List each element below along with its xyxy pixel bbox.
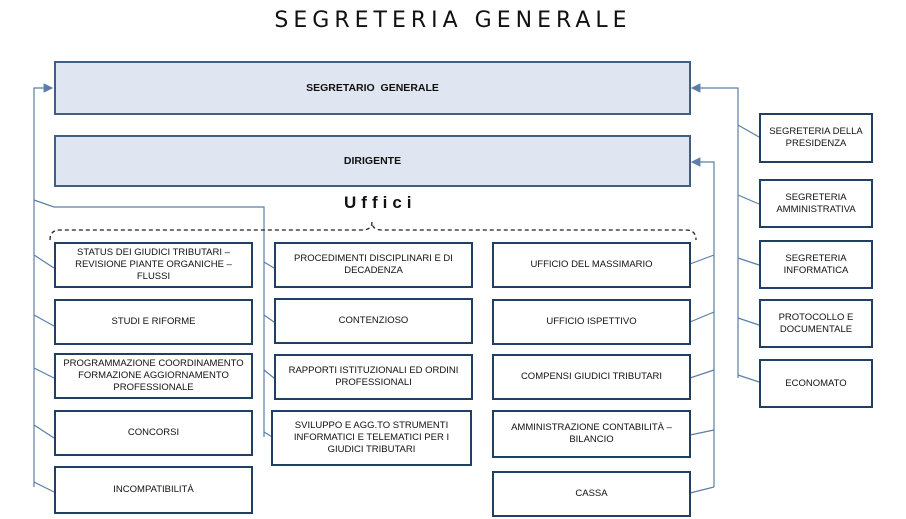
office-box	[54, 410, 253, 456]
office-label: CASSA	[575, 488, 608, 499]
office-box	[274, 298, 473, 344]
segreteria-label: ECONOMATO	[785, 377, 847, 389]
office-label: PROGRAMMAZIONE COORDINAMENTO FORMAZIONE AGGIORNAMENTO PROFESSIONALE	[63, 358, 244, 393]
office-label: CONTENZIOSO	[338, 315, 409, 326]
segreteria-box	[759, 299, 873, 348]
segreteria-label: SEGRETERIA DELLA PRESIDENZA	[769, 126, 863, 149]
office-label: STUDI E RIFORME	[111, 316, 196, 327]
office-label: UFFICIO DEL MASSIMARIO	[530, 259, 653, 270]
office-box	[492, 410, 691, 458]
office-label: AMMINISTRAZIONE CONTABILITÀ – BILANCIO	[511, 422, 672, 445]
office-box	[492, 471, 691, 517]
office-box	[54, 242, 253, 288]
office-box	[492, 354, 691, 400]
office-box	[492, 299, 691, 345]
segretario-generale-box	[54, 61, 691, 115]
segretario-generale-label: SEGRETARIO GENERALE	[306, 82, 439, 94]
uffici-label: Uffici	[344, 193, 417, 212]
office-box	[54, 299, 253, 345]
office-label: UFFICIO ISPETTIVO	[546, 316, 637, 327]
office-box	[274, 354, 473, 400]
office-label: PROCEDIMENTI DISCIPLINARI E DI DECADENZA	[294, 253, 453, 276]
office-box	[274, 242, 473, 288]
segreteria-box	[759, 359, 873, 408]
segreteria-box	[759, 113, 873, 163]
segreteria-label: SEGRETERIA AMMINISTRATIVA	[776, 191, 856, 215]
segreteria-label: SEGRETERIA INFORMATICA	[783, 252, 849, 276]
office-label: RAPPORTI ISTITUZIONALI ED ORDINI PROFESSIONALI	[288, 365, 459, 388]
office-label: COMPENSI GIUDICI TRIBUTARI	[520, 371, 663, 382]
diagram-title: SEGRETERIA GENERALE	[274, 8, 632, 33]
office-box	[54, 466, 253, 514]
office-label: INCOMPATIBILITÀ	[113, 484, 194, 495]
office-box	[492, 242, 691, 288]
dirigente-box	[54, 135, 691, 187]
office-box	[271, 410, 472, 466]
office-label: SVILUPPO E AGG.TO STRUMENTI INFORMATICI E TELEMATICI PER I GIUDICI TRIBUTARI	[293, 420, 450, 455]
dirigente-label: DIRIGENTE	[343, 155, 402, 167]
office-label: CONCORSI	[127, 427, 180, 438]
segreteria-box	[759, 179, 873, 228]
segreteria-box	[759, 240, 873, 289]
segreteria-label: PROTOCOLLO E DOCUMENTALE	[778, 311, 854, 335]
office-label: STATUS DEI GIUDICI TRIBUTARI – REVISIONE PIANTE ORGANICHE – FLUSSI	[75, 247, 232, 282]
office-box	[54, 353, 253, 399]
